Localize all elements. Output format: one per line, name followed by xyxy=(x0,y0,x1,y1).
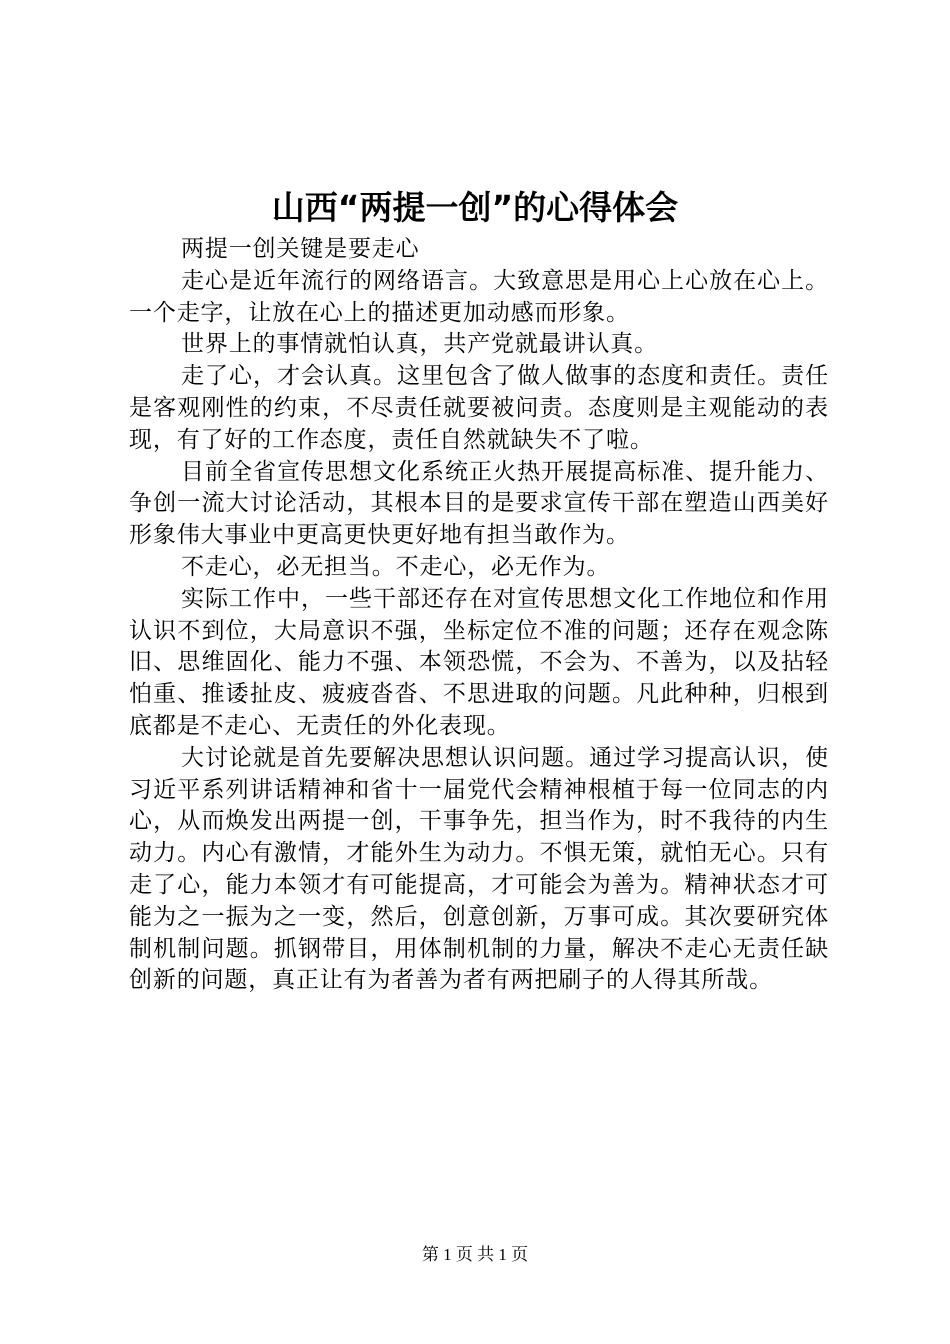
paragraph: 目前全省宣传思想文化系统正火热开展提高标准、提升能力、争创一流大讨论活动，其根本目的是要求宣传干部在塑造山西美好形象伟大事业中更高更快更好地有担当敢作为。 xyxy=(129,458,829,549)
document-body xyxy=(129,234,829,997)
paragraph: 不走心，必无担当。不走心，必无作为。 xyxy=(181,553,611,580)
paragraph: 走心是近年流行的网络语言。大致意思是用心上心放在心上。一个走字，让放在心上的描述更加动感而形象。 xyxy=(129,267,829,326)
document-title: 山西“两提一创”的心得体会 xyxy=(271,188,679,227)
paragraph: 实际工作中，一些干部还存在对宣传思想文化工作地位和作用认识不到位，大局意识不强，坐标定位不准的问题；还存在观念陈旧、思维固化、能力不强、本领恐慌，不会为、不善为，以及拈轻怕重、推诿扯皮、疲疲沓沓、不思进取的问题。凡此种种，归根到底都是不走心、无责任的外化表现。 xyxy=(129,585,829,739)
paragraph: 大讨论就是首先要解决思想认识问题。通过学习提高认识，使习近平系列讲话精神和省十一届党代会精神根植于每一位同志的内心，从而焕发出两提一创，干事争先，担当作为，时不我待的内生动力。内心有激情，才能外生为动力。不惧无策，就怕无心。只有走了心，能力本领才有可能提高，才可能会为善为。精神状态才可能为之一振为之一变，然后，创意创新，万事可成。其次要研究体制机制问题。抓钢带目，用体制机制的力量，解决不走心无责任缺创新的问题，真正让有为者善为者有两把刷子的人得其所哉。 xyxy=(129,744,829,994)
paragraph: 世界上的事情就怕认真，共产党就最讲认真。 xyxy=(181,331,658,358)
page-footer: 第 1 页 共 1 页 xyxy=(421,1245,529,1264)
paragraph: 两提一创关键是要走心 xyxy=(181,236,420,262)
paragraph: 走了心，才会认真。这里包含了做人做事的态度和责任。责任是客观刚性的约束，不尽责任就要被问责。态度则是主观能动的表现，有了好的工作态度，责任自然就缺失不了啦。 xyxy=(129,363,829,453)
